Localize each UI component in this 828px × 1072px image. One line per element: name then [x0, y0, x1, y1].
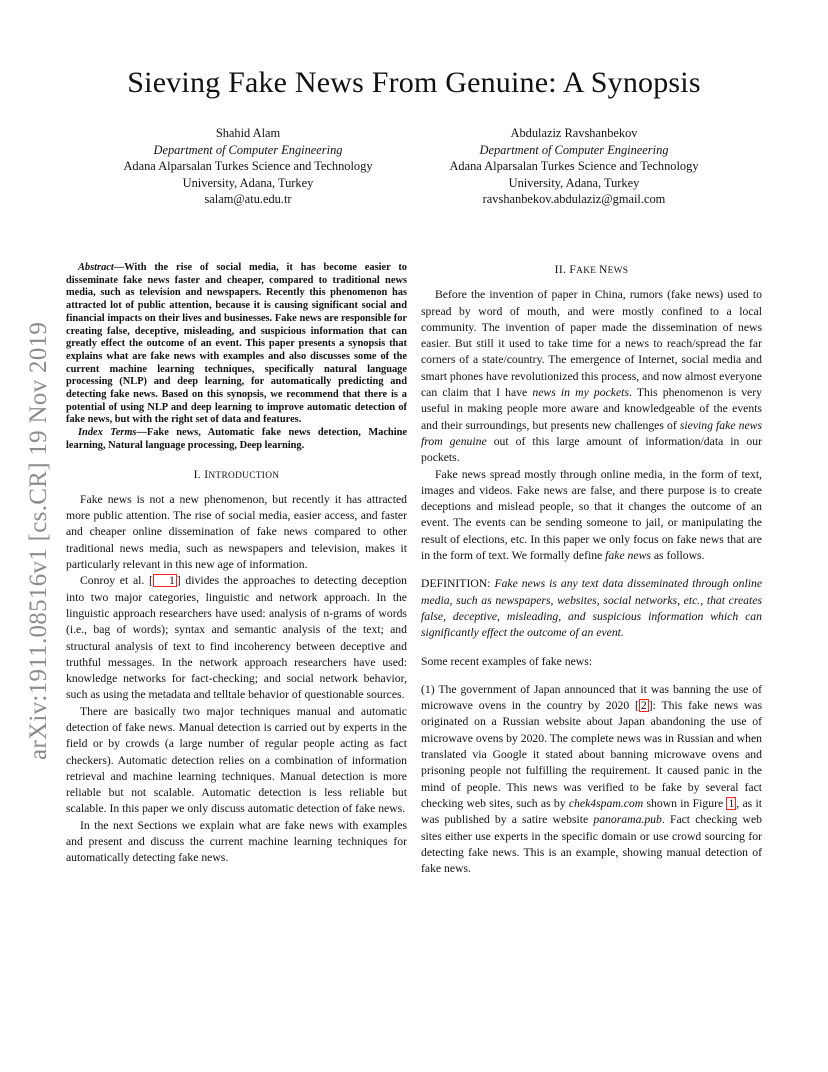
example-item: (1) The government of Japan announced that it was banning the use of microwave ovens in the country by 2020 [ 2 ]: This fake news was originated on a Russian website about Japan abandoning the use of microwave ovens by 2020. The complete news was in Russian and when translated via Google it stated about banning microwave ovens and prisoning people not fulfilling the requirement. It caused panic in the mind of people. This news was verified to be fake by several fact checking web sites, such as by chek4spam.com shown in Figure 1 , as it was published by a satire website panorama.pub. Fact checking web sites either use experts in the specific domain or use crowd sourcing for detecting fake news. This is an example, showing manual detection of fake news. — [421, 682, 763, 876]
author-location: University, Adana, Turkey — [182, 175, 314, 190]
paragraph: Some recent examples of fake news: — [421, 654, 593, 668]
paragraph: Conroy et al. [ 1 ] divides the approaches to detecting deception into two major categories, linguistic and network approach. In the linguistic approach researchers have used: analysis of n-grams of words (i.e., bag of words); syntax and semantic analysis of the text; and structural analysis of text to find incoherency between deceptive and truthful messages. In the network approach researchers have used: knowledge networks for fact-checking; and social network behavior, such as using the metadata and telltale behavior of questionable sources. — [66, 574, 407, 702]
citation-link[interactable]: 1 — [153, 574, 177, 587]
left-column — [66, 262, 407, 867]
figure-link[interactable]: 1 — [728, 796, 735, 810]
paragraph: Fake news spread mostly through online media, in the form of text, images and videos. Fake news are false, and there purpose is to create deceptions and mislead people, so that it changes the outcome of an event. The events can be sending someone to jail, or manipulating the result of elections, etc. In this paper we only focus on fake news that are in the form of text. We formally define fake news as follows. — [421, 467, 762, 563]
paragraph: Fake news is not a new phenomenon, but recently it has attracted more public attention. The rise of social media, easier access, and faster and cheaper online dissemination of fake news compared to other traditional news media, such as newspapers and television, makes it particularly relevant in this new age of information. — [66, 492, 407, 572]
abstract-label: Abstract — [78, 262, 114, 273]
author-email[interactable]: salam@atu.edu.tr — [204, 192, 292, 207]
author-department: Department of Computer Engineering — [479, 142, 669, 157]
index-terms-text: —Fake news, Automatic fake news detection, Machine learning, Natural language processing, Deep learning. — [66, 427, 407, 451]
author-institution: Adana Alparsalan Turkes Science and Technology — [123, 159, 373, 174]
author-location: University, Adana, Turkey — [508, 175, 640, 190]
author-name: Abdulaziz Ravshanbekov — [510, 126, 638, 140]
author-block-2 — [414, 125, 734, 208]
abstract — [66, 262, 407, 453]
author-email[interactable]: ravshanbekov.abdulaziz@gmail.com — [482, 192, 666, 207]
paragraph: In the next Sections we explain what are fake news with examples and present and discuss the current machine learning techniques for automatically detecting fake news. — [66, 818, 407, 865]
index-terms-label: Index Terms — [78, 427, 137, 439]
section-heading-fake-news: II. FAKE NEWS — [554, 263, 629, 276]
section-heading-introduction: I. INTRODUCTION — [193, 467, 280, 481]
definition: DEFINITION: Fake news is any text data disseminated through online media, such as newspapers, websites, social networks, etc., that creates false, deceptive, misleading, and suspicious information which can significantly effect the outcome of an event. — [421, 577, 763, 640]
paragraph: Before the invention of paper in China, rumors (fake news) used to spread by word of mouth, and were mostly confined to a local community. The invention of paper made the dissemination of news easier. But still it used to take time for a news to reach/spread the far corners of a state/country. The emergence of Internet, social media and smart phones have revolutionized this process, and now almost everyone can claim that I have news in my pockets. This phenomenon is very useful in making people more aware and knowledgeable of the events and their surroundings, but presents new challenges of sieving fake news from genuine out of this large amount of information/data in our pockets. — [421, 288, 762, 465]
right-column — [421, 262, 762, 877]
paragraph: There are basically two major techniques manual and automatic detection of fake news. Manual detection is carried out by experts in the field or by crowds (a large number of regular people acting as fact checkers). Automatic detection relies on a combination of information retrieval and machine learning techniques. Manual detection is more reliable but not scalable. Automatic detection is less reliable but scalable. In this paper we only discuss automatic detection of fake news. — [66, 704, 407, 816]
author-block-1 — [88, 125, 408, 208]
author-name: Shahid Alam — [215, 126, 281, 140]
citation-link[interactable]: 2 — [640, 699, 647, 713]
author-institution: Adana Alparsalan Turkes Science and Technology — [449, 159, 699, 174]
author-department: Department of Computer Engineering — [153, 142, 343, 157]
paper-title: Sieving Fake News From Genuine: A Synopsis — [127, 66, 701, 99]
arxiv-identifier: arXiv:1911.08516v1 [cs.CR] 19 Nov 2019 — [25, 321, 52, 760]
abstract-text: —With the rise of social media, it has become easier to disseminate fake news faster and cheaper, compared to traditional news media, such as television and newspapers. Recently this phenomenon has attracted lot of public attention, because it is causing significant social and financial impacts on their lives and businesses. Fake news are responsible for creating false, deceptive, misleading, and suspicious information that can greatly effect the outcome of an event. This paper presents a synopsis that explains what are fake news with examples and also discusses some of the current machine learning techniques, specifically natural language processing (NLP) and deep learning, for automatically predicting and detecting fake news. Based on this synopsis, we recommend that there is a potential of using NLP and deep learning to improve automatic detection of fake news, but with the right set of data and features. — [66, 262, 407, 426]
